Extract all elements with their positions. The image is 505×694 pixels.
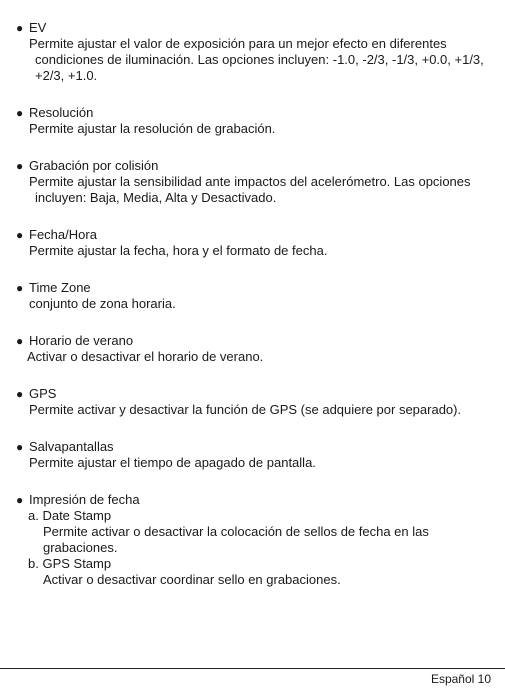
section-screensaver — [15, 439, 495, 471]
sub-item-description: Permite activar o desactivar la colocación de sellos de fecha en las grabaciones. — [43, 524, 429, 555]
section-title-text: EV — [29, 20, 47, 35]
section-title — [15, 386, 495, 402]
section-description: conjunto de zona horaria. — [29, 296, 176, 311]
footer-divider — [0, 668, 505, 669]
bullet-icon: ● — [16, 440, 24, 454]
page-number: Español 10 — [430, 672, 491, 686]
section-title — [15, 227, 495, 243]
section-title-text: Impresión de fecha — [29, 492, 140, 507]
section-time-zone — [15, 280, 495, 312]
section-description: Permite ajustar el tiempo de apagado de pantalla. — [29, 455, 316, 470]
section-title-text: Time Zone — [29, 280, 91, 295]
section-description: Permite ajustar la resolución de grabación. — [29, 121, 276, 136]
section-title-text: GPS — [29, 386, 57, 401]
section-daylight-saving — [15, 333, 495, 365]
bullet-icon: ● — [16, 106, 24, 120]
section-title-text: Resolución — [29, 105, 94, 120]
section-title-text: Grabación por colisión — [29, 158, 159, 173]
section-description: Activar o desactivar el horario de verano. — [27, 349, 264, 364]
bullet-icon: ● — [16, 334, 24, 348]
section-title — [15, 333, 495, 349]
settings-list — [15, 20, 495, 609]
section-resolution — [15, 105, 495, 137]
section-title — [15, 158, 495, 174]
bullet-icon: ● — [16, 21, 24, 35]
section-title — [15, 20, 495, 36]
section-title — [15, 280, 495, 296]
section-description: Permite ajustar la fecha, hora y el formato de fecha. — [29, 243, 328, 258]
section-title-text: Fecha/Hora — [29, 227, 97, 242]
section-date-time — [15, 227, 495, 259]
section-description: Permite ajustar el valor de exposición para un mejor efecto en diferentes condiciones de iluminación. Las opciones incluyen: -1.0, -2/3, -1/3, +0.0, +1/3, +2/3, +1.0. — [29, 36, 484, 83]
sub-item-title: b. GPS Stamp — [28, 556, 112, 571]
section-title — [15, 492, 495, 508]
section-date-print — [15, 492, 495, 588]
bullet-icon: ● — [16, 387, 24, 401]
sub-item-title: a. Date Stamp — [28, 508, 112, 523]
section-title-text: Salvapantallas — [29, 439, 114, 454]
section-collision-recording — [15, 158, 495, 206]
bullet-icon: ● — [16, 228, 24, 242]
section-description: Permite activar y desactivar la función de GPS (se adquiere por separado). — [29, 402, 462, 417]
bullet-icon: ● — [16, 493, 24, 507]
bullet-icon: ● — [16, 159, 24, 173]
sub-item-gps-stamp — [15, 556, 495, 588]
section-title — [15, 439, 495, 455]
section-title — [15, 105, 495, 121]
section-gps — [15, 386, 495, 418]
section-ev — [15, 20, 495, 84]
sub-item-description: Activar o desactivar coordinar sello en grabaciones. — [43, 572, 341, 587]
bullet-icon: ● — [16, 281, 24, 295]
section-title-text: Horario de verano — [29, 333, 134, 348]
section-description: Permite ajustar la sensibilidad ante impactos del acelerómetro. Las opciones incluyen: Baja, Media, Alta y Desactivado. — [29, 174, 471, 205]
sub-item-date-stamp — [15, 508, 495, 556]
